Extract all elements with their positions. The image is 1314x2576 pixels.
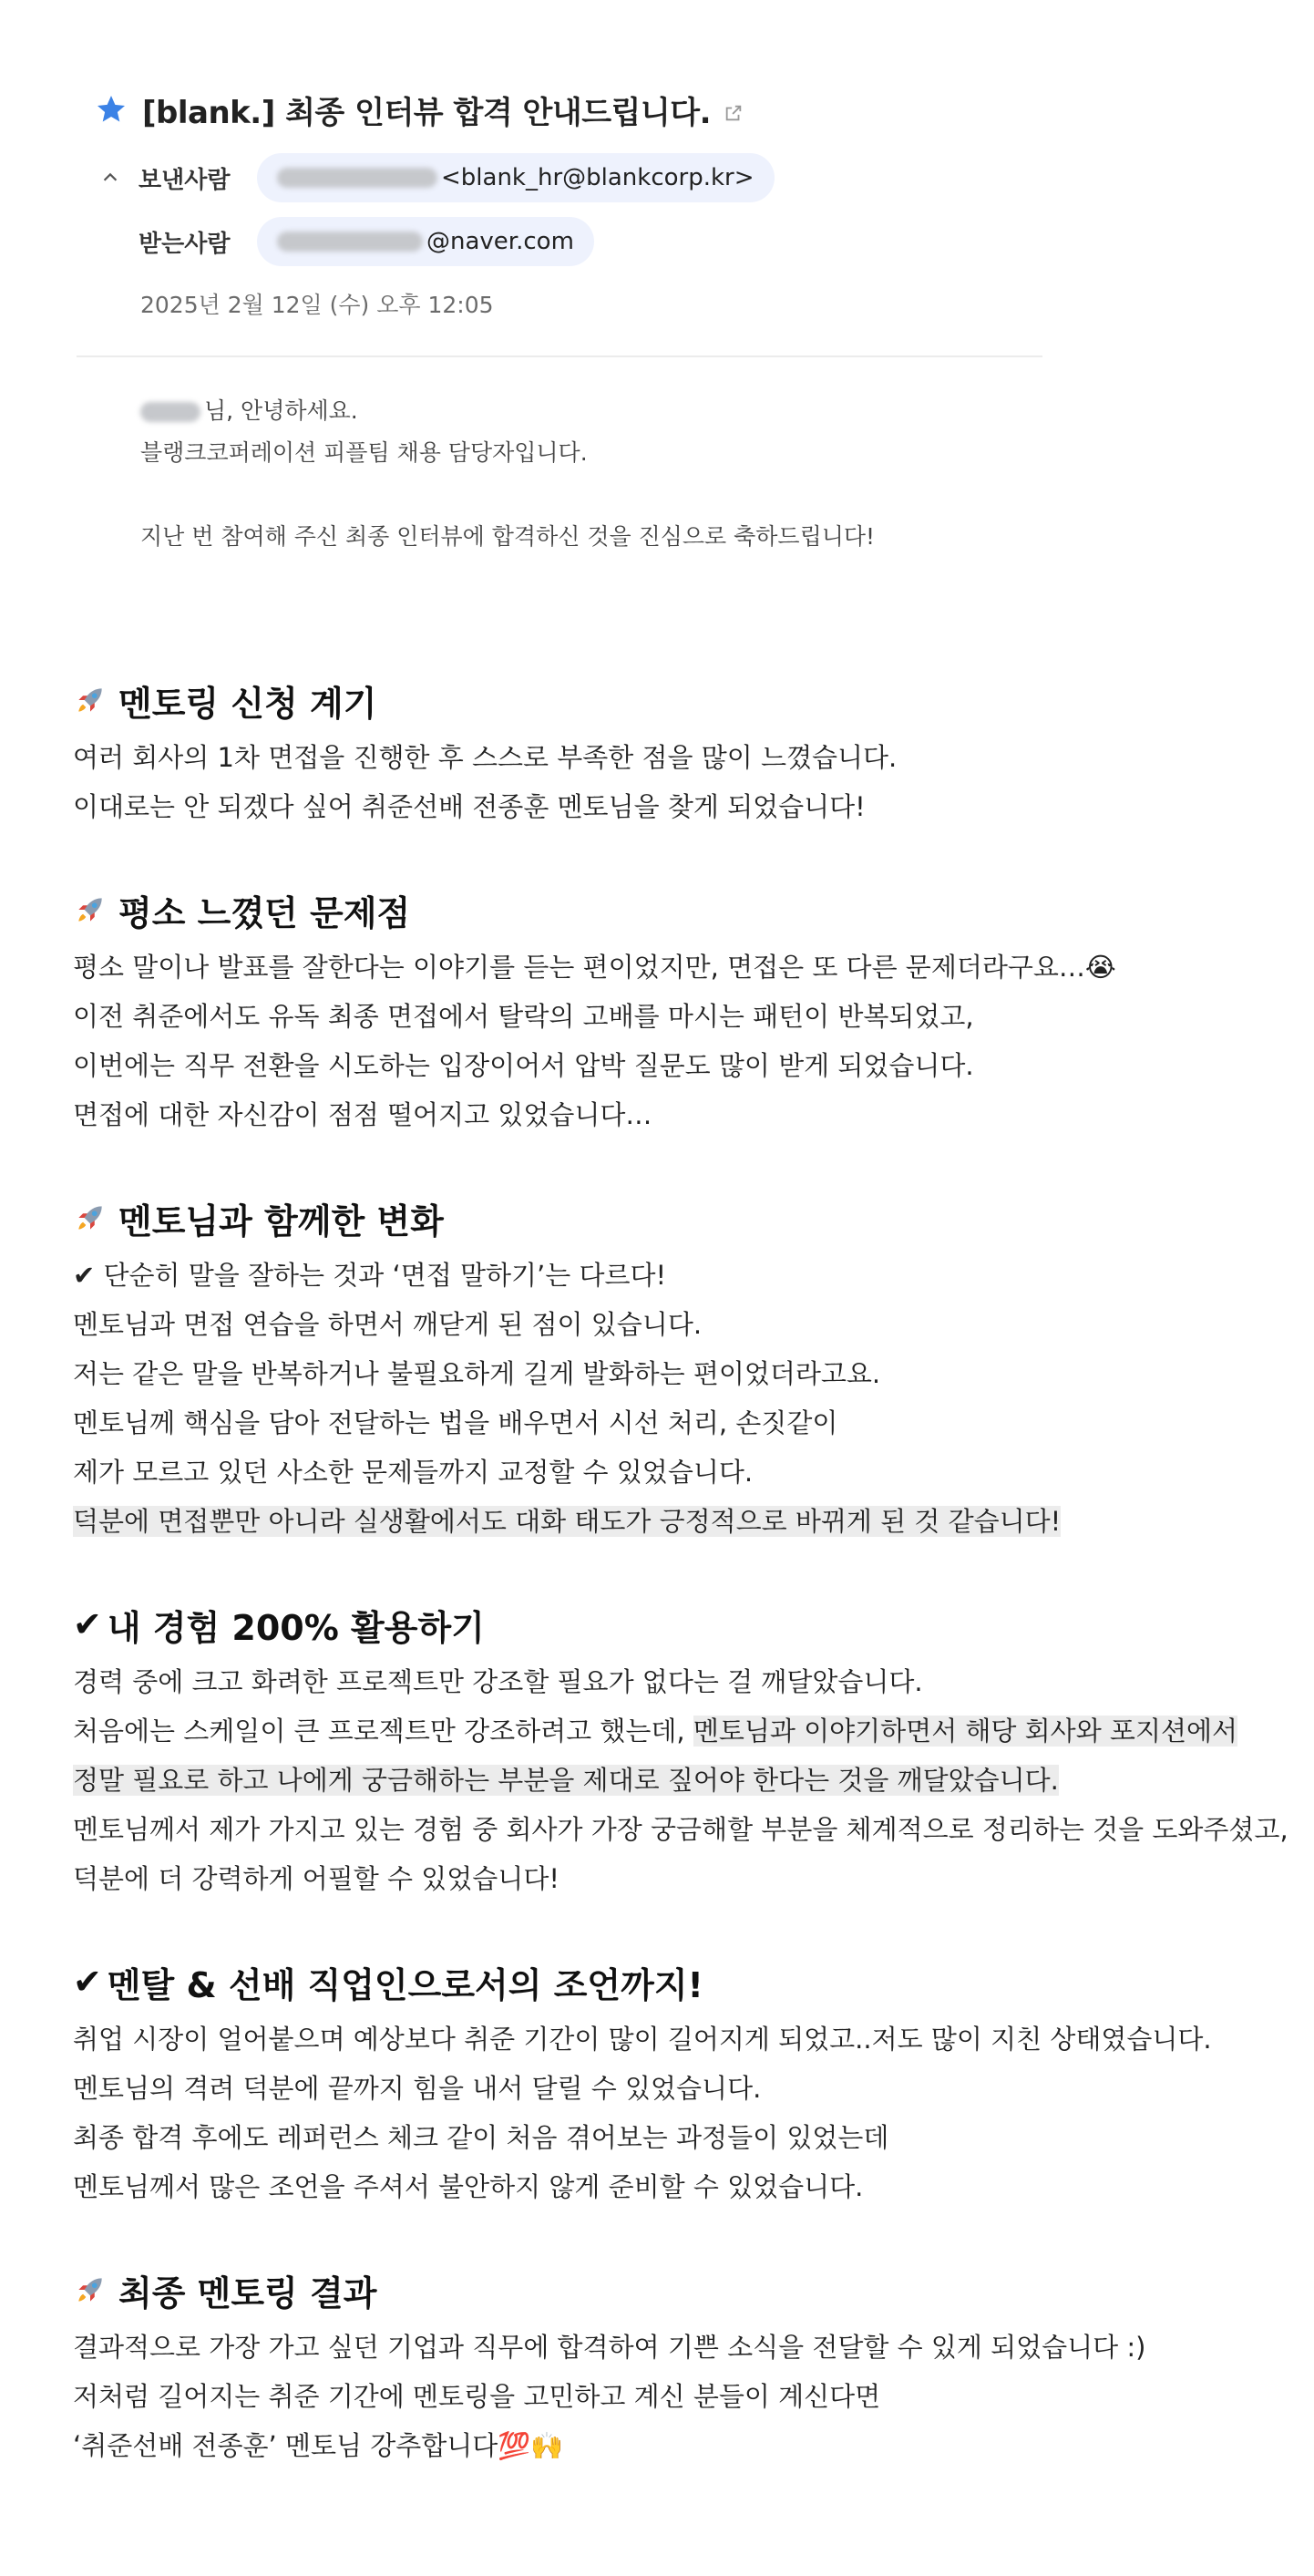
review-story <box>73 673 1288 2521</box>
check-mark: ✔ <box>73 1962 102 2002</box>
sender-row <box>77 146 1042 210</box>
story-line: 결과적으로 가장 가고 싶던 기업과 직무에 합격하여 기쁜 소식을 전달할 수 있게 되었습니다 :) <box>73 2332 1146 2363</box>
external-link-icon[interactable] <box>724 103 744 123</box>
rocket-icon <box>73 892 108 927</box>
story-line: 평소 말이나 발표를 잘한다는 이야기를 듣는 편이었지만, 면접은 또 다른 문제더라구요…😭 <box>73 952 1116 983</box>
subject-row <box>77 73 1042 146</box>
section-title: 멘토님과 함께한 변화 <box>118 1200 444 1242</box>
story-line: 이번에는 직무 전환을 시도하는 입장이어서 압박 질문도 많이 받게 되었습니다. <box>73 1050 974 1081</box>
section-mental <box>73 1954 1276 2211</box>
redacted-name <box>140 402 200 422</box>
email-date: 2025년 2월 12일 (수) 오후 12:05 <box>140 292 494 318</box>
rocket-icon <box>73 683 108 717</box>
section-problems <box>73 882 1276 1139</box>
section-changes <box>73 1190 1276 1546</box>
section-title: 평소 느꼈던 문제점 <box>118 892 411 933</box>
section-motivation <box>73 673 1276 831</box>
story-line: 멘토님과 면접 연습을 하면서 깨닫게 된 점이 있습니다. <box>73 1309 703 1340</box>
recipient-label: 받는사람 <box>139 230 231 258</box>
divider <box>77 355 1042 357</box>
story-line: 멘토님께 핵심을 담아 전달하는 법을 배우면서 시선 처리, 손짓같이 <box>73 1407 838 1438</box>
chevron-up-icon[interactable] <box>100 168 120 188</box>
highlighted-line: 덕분에 면접뿐만 아니라 실생활에서도 대화 태도가 긍정적으로 바뀌게 된 것 같습니다! <box>73 1506 1062 1537</box>
story-line: ✔ 단순히 말을 잘하는 것과 ‘면접 말하기’는 다르다! <box>73 1260 667 1291</box>
body-line: 지난 번 참여해 주신 최종 인터뷰에 합격하신 것을 진심으로 축하드립니다! <box>140 523 876 550</box>
recipient-chip[interactable] <box>257 217 594 266</box>
check-mark: ✔ <box>73 1604 102 1644</box>
sender-address: <blank_hr@blankcorp.kr> <box>441 164 755 191</box>
redacted-email-id <box>277 232 423 252</box>
story-line: 덕분에 더 강력하게 어필할 수 있었습니다! <box>73 1863 559 1894</box>
story-line: 저는 같은 말을 반복하거나 불필요하게 길게 발화하는 편이었더라고요. <box>73 1358 881 1389</box>
story-text: 처음에는 스케일이 큰 프로젝트만 강조하려고 했는데, <box>73 1716 693 1747</box>
email-body <box>140 390 875 558</box>
sender-label: 보낸사람 <box>139 166 231 194</box>
story-line: 저처럼 길어지는 취준 기간에 멘토링을 고민하고 계신 분들이 계신다면 <box>73 2381 881 2412</box>
section-title: 최종 멘토링 결과 <box>118 2272 377 2313</box>
story-line: 제가 모르고 있던 사소한 문제들까지 교정할 수 있었습니다. <box>73 1457 754 1488</box>
highlighted-line: 정말 필요로 하고 나에게 궁금해하는 부분을 제대로 짚어야 한다는 것을 깨달았습니다. <box>73 1765 1059 1796</box>
story-line: 이전 취준에서도 유독 최종 면접에서 탈락의 고배를 마시는 패턴이 반복되었고, <box>73 1001 974 1032</box>
star-icon[interactable] <box>95 93 128 126</box>
story-line: 멘토님께서 많은 조언을 주셔서 불안하지 않게 준비할 수 있었습니다. <box>73 2171 864 2202</box>
section-title: 멘탈 & 선배 직업인으로서의 조언까지! <box>107 1964 703 2005</box>
section-title: 멘토링 신청 계기 <box>118 683 377 724</box>
story-line: 면접에 대한 자신감이 점점 떨어지고 있었습니다… <box>73 1099 652 1130</box>
story-line: 멘토님께서 제가 가지고 있는 경험 중 회사가 가장 궁금해할 부분을 체계적으로 정리하는 것을 도와주셨고, <box>73 1814 1288 1845</box>
body-line: 블랭크코퍼레이션 피플팀 채용 담당자입니다. <box>140 439 588 466</box>
recipient-address: @naver.com <box>426 228 574 255</box>
highlighted-text: 멘토님과 이야기하면서 해당 회사와 포지션에서 <box>693 1716 1237 1747</box>
story-line: 경력 중에 크고 화려한 프로젝트만 강조할 필요가 없다는 걸 깨달았습니다. <box>73 1666 923 1697</box>
section-result <box>73 2262 1276 2470</box>
section-title: 내 경험 200% 활용하기 <box>107 1607 485 1648</box>
sender-chip[interactable] <box>257 153 775 202</box>
story-line: 이대로는 안 되겠다 싶어 취준선배 전종훈 멘토님을 찾게 되었습니다! <box>73 791 866 822</box>
story-line: 여러 회사의 1차 면접을 진행한 후 스스로 부족한 점을 많이 느꼈습니다. <box>73 742 898 773</box>
story-line: 멘토님의 격려 덕분에 끝까지 힘을 내서 달릴 수 있었습니다. <box>73 2073 762 2104</box>
greeting-line: 님, 안녕하세요. <box>140 390 875 432</box>
email-header <box>77 73 1042 332</box>
story-line: ‘취준선배 전종훈’ 멘토님 강추합니다💯🙌 <box>73 2430 564 2461</box>
rocket-icon <box>73 2272 108 2307</box>
redacted-name <box>277 168 437 188</box>
rocket-icon <box>73 1200 108 1235</box>
story-line: 취업 시장이 얼어붙으며 예상보다 취준 기간이 많이 길어지게 되었고..저도 많이 지친 상태였습니다. <box>73 2024 1212 2055</box>
story-line: 최종 합격 후에도 레퍼런스 체크 같이 처음 겪어보는 과정들이 있었는데 <box>73 2122 889 2153</box>
email-subject: [blank.] 최종 인터뷰 합격 안내드립니다. <box>142 94 711 131</box>
recipient-row <box>77 210 1042 273</box>
section-experience <box>73 1597 1288 1903</box>
